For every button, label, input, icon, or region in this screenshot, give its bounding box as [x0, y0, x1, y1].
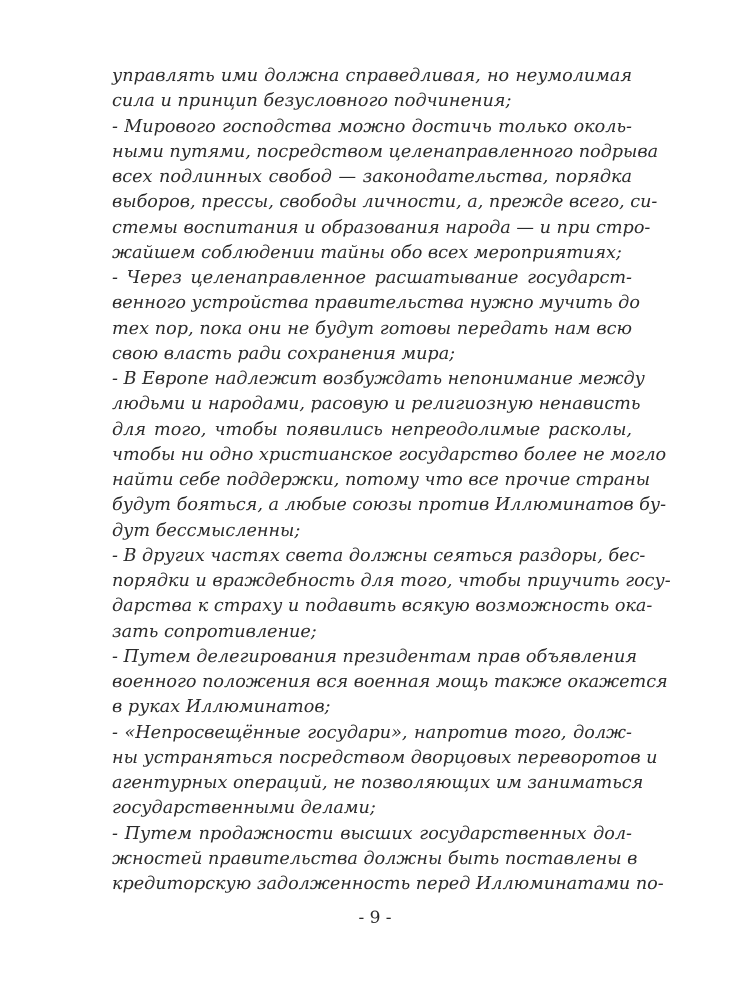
text-line-25: военного положения вся военная мощь также окажется — [112, 672, 668, 692]
text-line-28: ны устраняться посредством дворцовых переворотов и — [112, 747, 658, 768]
text-line-22: дарства к страху и подавить всякую возможность ока- — [112, 596, 653, 617]
text-line-31: - Путем продажности высших государственных дол- — [112, 823, 632, 844]
text-line-20: - В других частях света должны сеяться раздоры, бес- — [112, 545, 646, 566]
text-line-18: будут бояться, а любые союзы против Иллюминатов бу- — [112, 495, 667, 516]
body-text — [112, 64, 671, 897]
text-line-19: дут бессмысленны; — [112, 520, 301, 541]
text-line-21: порядки и враждебность для того, чтобы приучить госу- — [112, 571, 671, 591]
page-number: - 9 - — [358, 908, 392, 928]
text-line-5: всех подлинных свобод — законодательства, порядка — [112, 167, 632, 187]
text-line-27: - «Непросвещённые государи», напротив того, долж- — [112, 722, 632, 743]
text-line-1: управлять ими должна справедливая, но неумолимая — [112, 66, 632, 86]
text-line-15: для того, чтобы появились непреодолимые расколы, — [112, 419, 632, 440]
text-line-23: зать сопротивление; — [112, 621, 317, 642]
text-line-3: - Мирового господства можно достичь только околь- — [112, 116, 632, 137]
text-line-17: найти себе поддержки, потому что все прочие страны — [112, 470, 651, 490]
text-line-6: выборов, прессы, свободы личности, а, прежде всего, си- — [112, 192, 658, 213]
text-line-26: в руках Иллюминатов; — [112, 697, 331, 718]
text-line-24: - Путем делегирования президентам прав объявления — [112, 646, 637, 667]
text-line-16: чтобы ни одно христианское государство более не могло — [112, 444, 667, 465]
text-line-11: тех пор, пока они не будут готовы передать нам всю — [112, 318, 632, 339]
text-line-13: - В Европе надлежит возбуждать непонимание между — [112, 369, 645, 389]
text-line-12: свою власть ради сохранения мира; — [112, 343, 456, 364]
text-line-10: венного устройства правительства нужно мучить до — [112, 293, 640, 314]
text-line-33: кредиторскую задолженность перед Иллюминатами по- — [112, 874, 664, 894]
text-line-14: людьми и народами, расовую и религиозную ненависть — [112, 394, 641, 415]
text-line-2: сила и принцип безусловного подчинения; — [112, 91, 512, 112]
text-line-9: - Через целенаправленное расшатывание государст- — [112, 268, 632, 288]
text-line-4: ными путями, посредством целенаправленного подрыва — [112, 141, 659, 162]
text-line-30: государственными делами; — [112, 798, 376, 819]
text-line-8: жайшем соблюдении тайны обо всех мероприятиях; — [112, 242, 622, 263]
text-line-32: жностей правительства должны быть поставлены в — [112, 848, 638, 869]
text-line-29: агентурных операций, не позволяющих им заниматься — [112, 773, 644, 793]
text-line-7: стемы воспитания и образования народа — и при стро- — [112, 217, 651, 238]
